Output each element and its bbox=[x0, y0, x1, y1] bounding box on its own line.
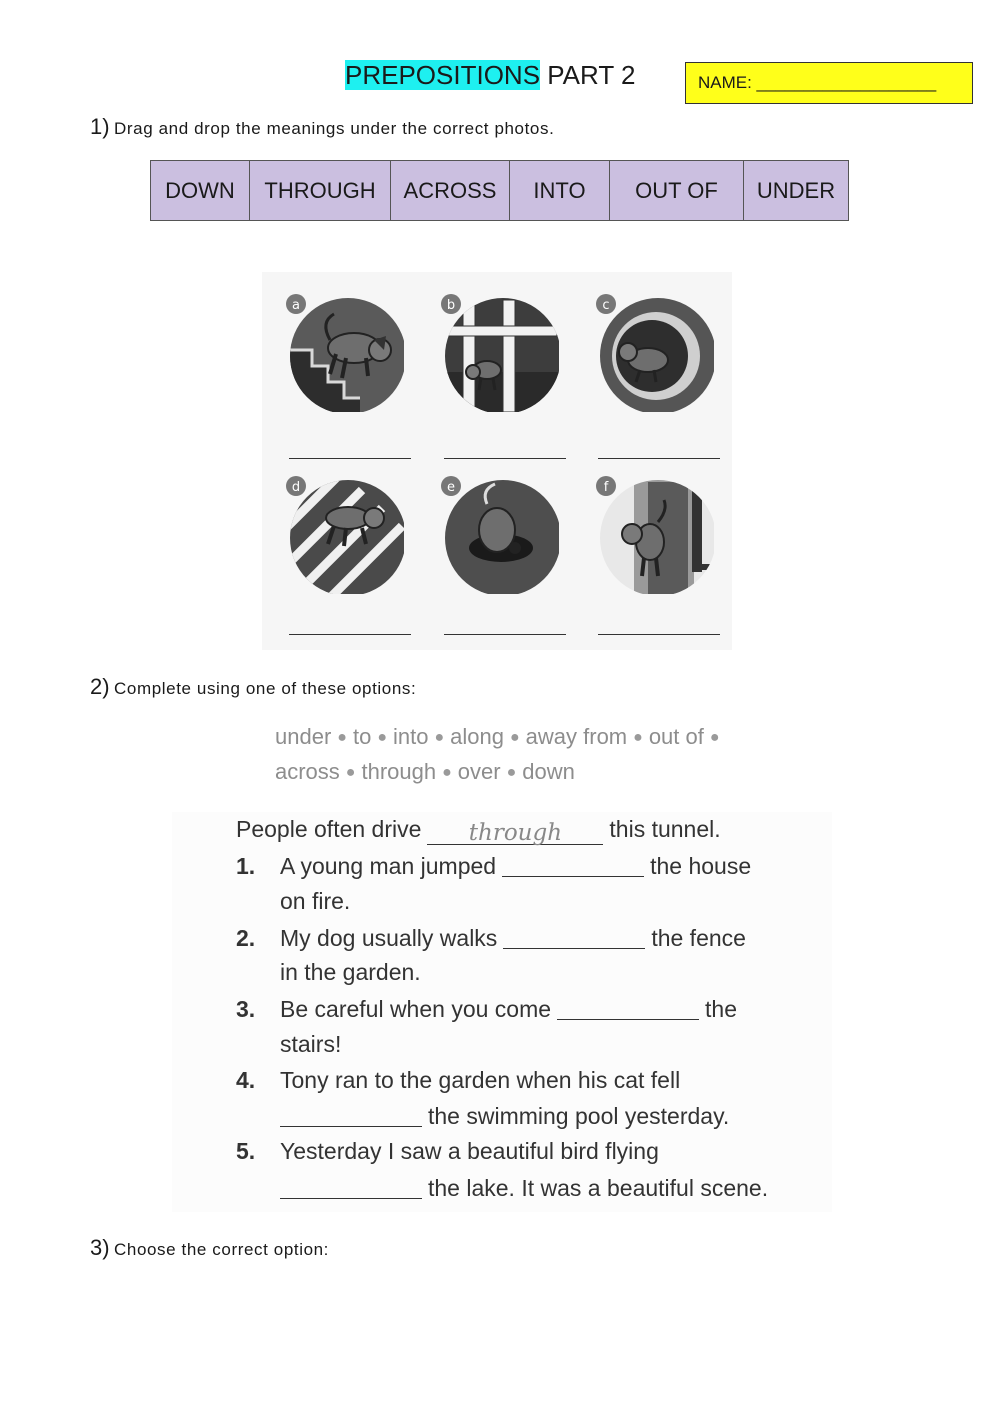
photo-label-d: d bbox=[291, 480, 301, 495]
bullet-icon: ● bbox=[337, 729, 347, 746]
photo-panel bbox=[262, 272, 732, 650]
word-chip-out-of[interactable]: OUT OF bbox=[610, 161, 744, 221]
options-row-2 bbox=[275, 755, 835, 790]
answer-blank-5[interactable] bbox=[280, 1174, 422, 1199]
exercise-item-3 bbox=[236, 995, 737, 1023]
sentence-text: the swimming pool yesterday. bbox=[428, 1103, 730, 1129]
option-word: under bbox=[275, 724, 332, 749]
drop-zone-b[interactable] bbox=[444, 458, 566, 459]
option-word: down bbox=[522, 759, 575, 784]
photo-e-into-hole bbox=[437, 472, 559, 594]
example-answer: through bbox=[427, 820, 603, 845]
exercise-item-2 bbox=[236, 924, 746, 952]
option-word: out of bbox=[648, 724, 704, 749]
exercise-item-5 bbox=[236, 1138, 659, 1165]
sentence-text: the fence bbox=[651, 925, 746, 951]
word-bank bbox=[150, 160, 849, 221]
bullet-icon: ● bbox=[434, 729, 445, 746]
title-highlight: PREPOSITIONS bbox=[345, 60, 541, 90]
title-rest: PART 2 bbox=[540, 60, 636, 90]
sentence-text: A young man jumped bbox=[280, 853, 497, 879]
word-chip-under[interactable]: UNDER bbox=[744, 161, 849, 221]
exercise-item-1 bbox=[236, 852, 751, 880]
bullet-icon: ● bbox=[709, 729, 720, 746]
answer-blank-1[interactable] bbox=[502, 852, 644, 877]
item-number: 4. bbox=[236, 1067, 256, 1093]
question-text: Drag and drop the meanings under the correct photos. bbox=[114, 119, 555, 138]
sentence-text: the bbox=[705, 996, 738, 1022]
options-box bbox=[275, 720, 835, 790]
photo-b-under-fence bbox=[437, 290, 559, 412]
word-chip-down[interactable]: DOWN bbox=[151, 161, 250, 221]
word-chip-into[interactable]: INTO bbox=[510, 161, 610, 221]
exercise-item-3-cont bbox=[280, 1031, 341, 1058]
photo-c-through-tunnel bbox=[592, 290, 714, 412]
photo-f-out-of-doorway bbox=[592, 472, 714, 594]
drop-zone-e[interactable] bbox=[444, 634, 566, 635]
item-number: 3. bbox=[236, 996, 256, 1022]
item-number: 2. bbox=[236, 925, 256, 951]
photo-label-b: b bbox=[446, 298, 456, 313]
item-number: 5. bbox=[236, 1138, 256, 1164]
bullet-icon: ● bbox=[509, 729, 520, 746]
word-chip-across[interactable]: ACROSS bbox=[391, 161, 510, 221]
question-2 bbox=[90, 674, 416, 700]
answer-blank-2[interactable] bbox=[503, 924, 645, 949]
sentence-text: People often drive bbox=[236, 816, 422, 842]
answer-blank-3[interactable] bbox=[557, 995, 699, 1020]
drop-zone-d[interactable] bbox=[289, 634, 411, 635]
drop-zone-c[interactable] bbox=[598, 458, 720, 459]
drop-zone-a[interactable] bbox=[289, 458, 411, 459]
sentence-text: on fire. bbox=[280, 888, 351, 914]
answer-blank-4[interactable] bbox=[280, 1102, 422, 1127]
item-number: 1. bbox=[236, 853, 256, 879]
sentence-text: the house bbox=[650, 853, 752, 879]
photo-label-e: e bbox=[447, 480, 455, 495]
exercise-item-1-cont bbox=[280, 888, 350, 915]
sentence-text: stairs! bbox=[280, 1031, 342, 1057]
sentence-text: My dog usually walks bbox=[280, 925, 498, 951]
option-word: to bbox=[352, 724, 372, 749]
exercise-panel bbox=[172, 812, 832, 1212]
sentence-text: Be careful when you come bbox=[280, 996, 552, 1022]
option-word: away from bbox=[525, 724, 628, 749]
question-number: 1) bbox=[90, 114, 110, 139]
bullet-icon: ● bbox=[506, 764, 517, 781]
question-number: 2) bbox=[90, 674, 110, 699]
photo-label-f: f bbox=[603, 480, 609, 495]
bullet-icon: ● bbox=[633, 729, 643, 746]
question-text: Choose the correct option: bbox=[114, 1240, 330, 1259]
sentence-text: the lake. It was a beautiful scene. bbox=[428, 1175, 769, 1201]
photo-label-c: c bbox=[602, 298, 610, 313]
option-word: over bbox=[457, 759, 501, 784]
exercise-item-4 bbox=[236, 1067, 680, 1094]
option-word: into bbox=[392, 724, 429, 749]
sentence-text: Yesterday I saw a beautiful bird flying bbox=[280, 1138, 659, 1164]
sentence-text: in the garden. bbox=[280, 959, 421, 985]
word-chip-through[interactable]: THROUGH bbox=[250, 161, 391, 221]
option-word: through bbox=[361, 759, 437, 784]
exercise-item-4-cont bbox=[274, 1102, 729, 1130]
drop-zone-f[interactable] bbox=[598, 634, 720, 635]
photo-d-across-crossing bbox=[282, 472, 404, 594]
option-word: across bbox=[275, 759, 340, 784]
bullet-icon: ● bbox=[345, 764, 356, 781]
photo-label-a: a bbox=[292, 298, 300, 313]
photo-a-down-stairs bbox=[282, 290, 404, 412]
option-word: along bbox=[450, 724, 504, 749]
name-field[interactable]: NAME: ___________________ bbox=[685, 62, 973, 104]
sentence-text: this tunnel. bbox=[609, 816, 721, 842]
bullet-icon: ● bbox=[377, 729, 387, 746]
example-sentence bbox=[236, 816, 721, 845]
question-number: 3) bbox=[90, 1235, 110, 1260]
page-title bbox=[345, 58, 635, 92]
exercise-item-5-cont bbox=[274, 1174, 768, 1202]
question-3 bbox=[90, 1235, 329, 1261]
question-1 bbox=[90, 114, 554, 140]
options-row-1 bbox=[275, 720, 835, 755]
exercise-item-2-cont bbox=[280, 959, 421, 986]
sentence-text: Tony ran to the garden when his cat fell bbox=[280, 1067, 681, 1093]
bullet-icon: ● bbox=[442, 764, 452, 781]
question-text: Complete using one of these options: bbox=[114, 679, 417, 698]
